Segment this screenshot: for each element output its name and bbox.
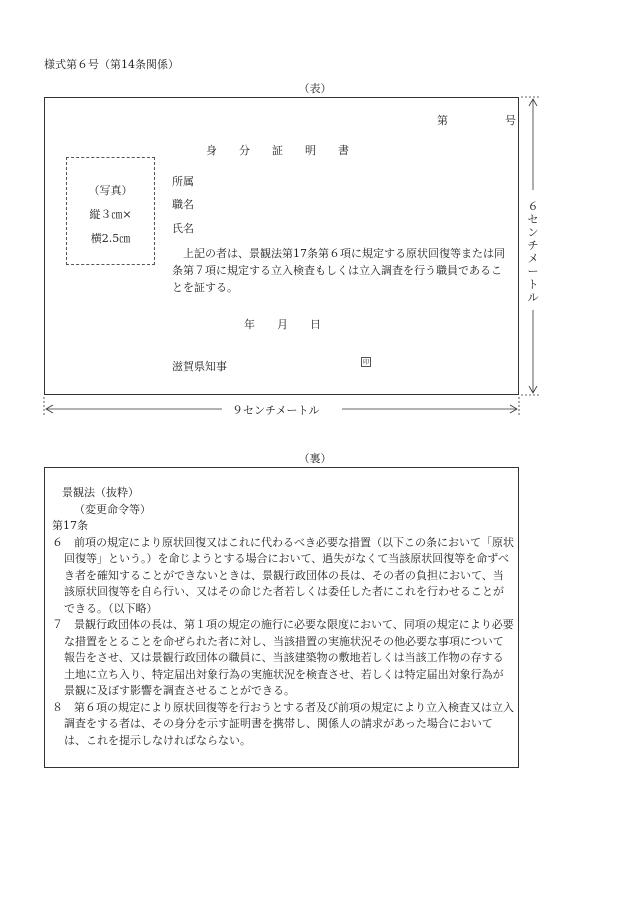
paragraph-8: ８ 第６項の規定により原状回復等を行おうとする者及び前項の規定により立入検査又は立入調査をする者は、その身分を示す証明書を携帯し、関係人の請求があった場合においては、これを提示しなければならない。 xyxy=(52,700,514,747)
law-title: 景観法（抜粋） xyxy=(62,486,139,499)
field-affiliation: 所属 xyxy=(172,175,194,188)
certification-text: 上記の者は、景観法第17条第６項に規定する原状回復等または同条第７項に規定する立入検査もしくは立入調査を行う職員であることを証する。 xyxy=(172,247,505,294)
seal-mark: 印 xyxy=(362,359,369,366)
front-section-label: （表） xyxy=(298,82,332,95)
card-heading: 身 分 証 明 書 xyxy=(206,144,349,157)
article-number: 第17条 xyxy=(52,519,88,532)
photo-label: （写真） xyxy=(88,184,133,197)
law-excerpt xyxy=(52,485,514,749)
law-subtitle: （変更命令等） xyxy=(74,502,151,516)
paragraph-6: ６ 前項の規定により原状回復又はこれに代わるべき必要な措置（以下この条において「原状回復等」という。）を命じようとする場合において、過失がなくて当該原状回復等を命ずべき者を確知することができないときは、景観行政団体の長は、その者の負担において、当該原状回復等を自ら行い、又はその命じた者若しくは委任した者にこれを行わせることができる。（以下略） xyxy=(52,535,514,615)
photo-width: 横2.5㎝ xyxy=(90,232,131,245)
height-label: ６センチメートル xyxy=(527,200,539,304)
width-label: ９センチメートル xyxy=(232,404,320,417)
issuer-name: 滋賀県知事 xyxy=(172,360,227,373)
issue-date: 年 月 日 xyxy=(244,318,321,331)
form-title: 様式第６号（第14条関係） xyxy=(44,58,179,71)
photo-height: 縦３㎝× xyxy=(89,208,132,221)
field-job-title: 職名 xyxy=(172,198,194,211)
field-name: 氏名 xyxy=(172,222,194,235)
number-dai: 第 xyxy=(437,114,448,127)
back-section-label: （裏） xyxy=(298,452,332,465)
number-go: 号 xyxy=(505,114,516,127)
paragraph-7: ７ 景観行政団体の長は、第１項の規定の施行に必要な限度において、同項の規定により必要な措置をとることを命ぜられた者に対し、当該措置の実施状況その他必要な事項について報告をさせ、又は景観行政団体の職員に、当該建築物の敷地若しくは当該工作物の存する土地に立ち入り、特定届出対象行為の実施状況を検査させ、若しくは特定届出対象行為が景観に及ぼす影響を調査させることができる。 xyxy=(52,618,514,697)
